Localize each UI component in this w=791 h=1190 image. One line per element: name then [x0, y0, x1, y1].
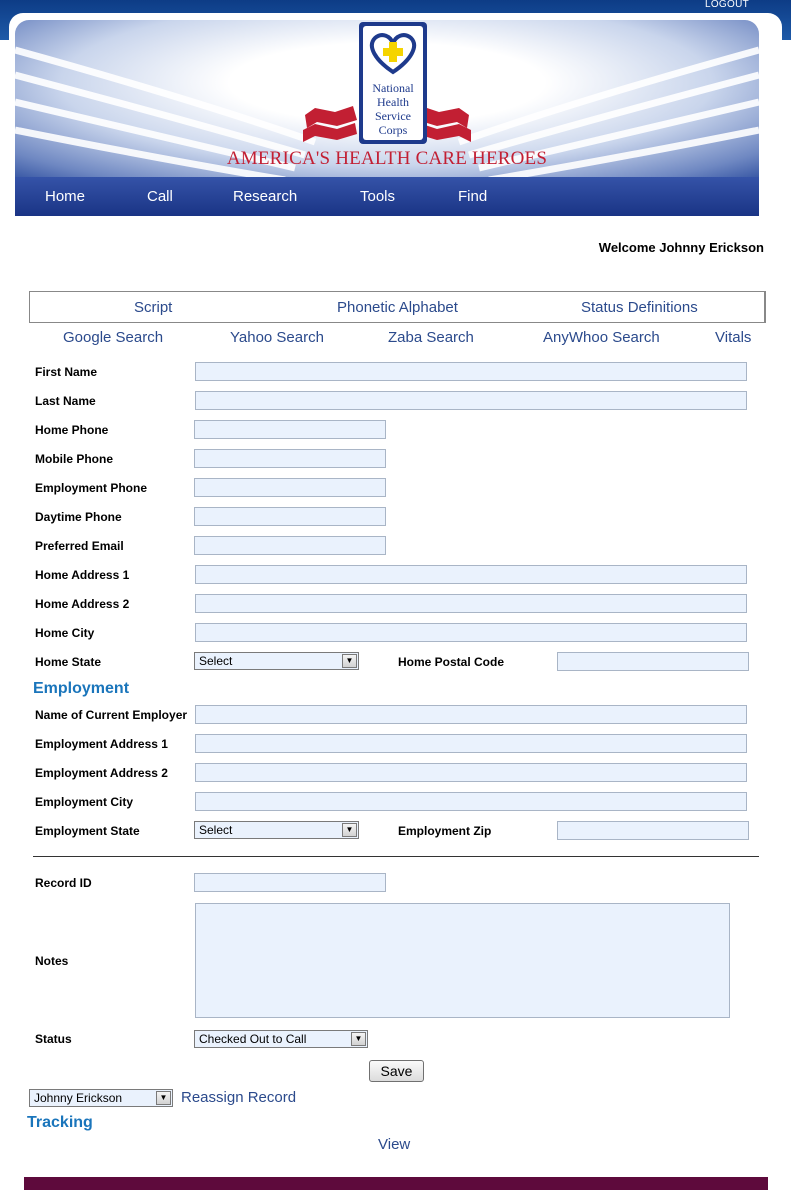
employment-heading: Employment [33, 680, 130, 697]
employer-label: Name of Current Employer [35, 708, 188, 722]
welcome-message: Welcome Johnny Erickson [598, 240, 764, 255]
status-select[interactable] [194, 1030, 368, 1048]
link-zaba-search[interactable]: Zaba Search [388, 329, 474, 346]
preferred-email-label: Preferred Email [35, 539, 124, 553]
tracking-heading: Tracking [27, 1114, 93, 1131]
employment-state-value: Select [199, 823, 233, 837]
last-name-label: Last Name [35, 394, 96, 408]
home-city-input[interactable] [195, 623, 747, 642]
first-name-label: First Name [35, 365, 98, 379]
status-value: Checked Out to Call [199, 1032, 307, 1046]
footer-bar [24, 1177, 768, 1190]
subnav-script[interactable]: Script [134, 299, 173, 316]
header-banner [15, 20, 759, 177]
nav-research[interactable]: Research [233, 188, 298, 205]
nav-find[interactable]: Find [458, 188, 488, 205]
home-city-label: Home City [35, 626, 95, 640]
chevron-down-icon: ▼ [342, 654, 357, 668]
mobile-phone-label: Mobile Phone [35, 452, 113, 466]
link-yahoo-search[interactable]: Yahoo Search [230, 329, 324, 346]
employment-address-1-label: Employment Address 1 [35, 737, 168, 751]
logo-text-line-2: Health [377, 95, 409, 109]
home-phone-label: Home Phone [35, 423, 109, 437]
sub-nav [29, 291, 766, 323]
logo-text-line-3: Service [375, 109, 411, 123]
employment-phone-label: Employment Phone [35, 481, 148, 495]
home-phone-input[interactable] [194, 420, 386, 439]
employment-zip-label: Employment Zip [398, 824, 492, 838]
subnav-phonetic-alphabet[interactable]: Phonetic Alphabet [337, 299, 458, 316]
notes-label: Notes [35, 954, 69, 968]
first-name-input[interactable] [195, 362, 747, 381]
home-state-select[interactable] [194, 652, 359, 670]
employment-city-label: Employment City [35, 795, 134, 809]
home-address-1-input[interactable] [195, 565, 747, 584]
logo-text-line-4: Corps [378, 123, 408, 137]
banner-tagline: AMERICA'S HEALTH CARE HEROES [226, 148, 548, 169]
nav-call[interactable]: Call [147, 188, 173, 205]
home-postal-code-input[interactable] [557, 652, 749, 671]
employment-zip-input[interactable] [557, 821, 749, 840]
preferred-email-input[interactable] [194, 536, 386, 555]
last-name-input[interactable] [195, 391, 747, 410]
assignee-value: Johnny Erickson [34, 1091, 123, 1105]
reassign-record-link[interactable]: Reassign Record [181, 1089, 297, 1106]
employer-input[interactable] [195, 705, 747, 724]
employment-address-2-label: Employment Address 2 [35, 766, 168, 780]
employment-city-input[interactable] [195, 792, 747, 811]
logout-link[interactable]: LOGOUT [704, 0, 749, 10]
chevron-down-icon: ▼ [156, 1091, 171, 1105]
home-state-value: Select [199, 654, 233, 668]
chevron-down-icon: ▼ [351, 1032, 366, 1046]
assignee-select[interactable] [29, 1089, 173, 1107]
employment-address-1-input[interactable] [195, 734, 747, 753]
nav-tools[interactable]: Tools [360, 188, 396, 205]
employment-state-select[interactable] [194, 821, 359, 839]
employment-phone-input[interactable] [194, 478, 386, 497]
employment-state-label: Employment State [35, 824, 140, 838]
view-link[interactable]: View [378, 1136, 411, 1153]
link-anywhoo-search[interactable]: AnyWhoo Search [543, 329, 660, 346]
main-nav [15, 177, 759, 216]
daytime-phone-input[interactable] [194, 507, 386, 526]
daytime-phone-label: Daytime Phone [35, 510, 122, 524]
status-label: Status [35, 1032, 72, 1046]
home-postal-code-label: Home Postal Code [398, 655, 505, 669]
section-divider [33, 856, 759, 857]
chevron-down-icon: ▼ [342, 823, 357, 837]
link-google-search[interactable]: Google Search [63, 329, 164, 346]
record-id-label: Record ID [35, 876, 92, 890]
mobile-phone-input[interactable] [194, 449, 386, 468]
subnav-status-definitions[interactable]: Status Definitions [581, 299, 698, 316]
flag-left-icon [303, 106, 357, 142]
nav-home[interactable]: Home [45, 188, 86, 205]
home-state-label: Home State [35, 655, 102, 669]
notes-textarea[interactable] [195, 903, 730, 1018]
employment-address-2-input[interactable] [195, 763, 747, 782]
home-address-1-label: Home Address 1 [35, 568, 130, 582]
home-address-2-label: Home Address 2 [35, 597, 130, 611]
save-button[interactable]: Save [369, 1060, 424, 1082]
logo-text-line-1: National [372, 81, 414, 95]
link-vitals[interactable]: Vitals [715, 329, 752, 346]
record-id-input[interactable] [194, 873, 386, 892]
home-address-2-input[interactable] [195, 594, 747, 613]
